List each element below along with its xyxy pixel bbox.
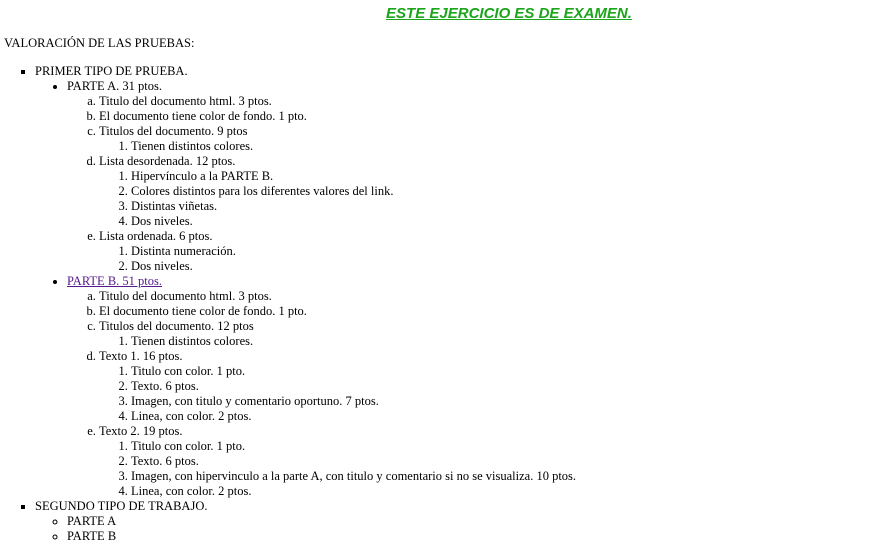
- list-item: 2. Colores distintos para los diferentes valores del link.: [131, 184, 576, 199]
- first-test-type-label: PRIMER TIPO DE PRUEBA.: [35, 64, 188, 78]
- list-item: 1. Titulo con color. 1 pto.: [131, 439, 576, 454]
- list-item: a. Titulo del documento html. 3 ptos.: [99, 289, 576, 304]
- list-item: 1. Tienen distintos colores.: [131, 139, 576, 154]
- test-types-list: [35, 64, 576, 544]
- list-item-label: Titulos del documento. 9 ptos: [99, 124, 248, 138]
- list-item: 3. Imagen, con titulo y comentario oportuno. 7 ptos.: [131, 394, 576, 409]
- sub-criteria-list: [99, 439, 576, 499]
- list-item: [99, 229, 576, 274]
- list-item: [99, 124, 576, 154]
- second-test-parts-list: [35, 514, 576, 544]
- list-item: [99, 319, 576, 349]
- list-item-parte-a: [67, 79, 576, 274]
- list-item: 4. Dos niveles.: [131, 214, 576, 229]
- list-item: 1. Hipervínculo a la PARTE B.: [131, 169, 576, 184]
- list-item-second-test-type: [35, 499, 576, 544]
- list-item: b. El documento tiene color de fondo. 1 pto.: [99, 109, 576, 124]
- exam-banner: ESTE EJERCICIO ES DE EXAMEN.: [386, 5, 632, 22]
- list-item: ◦ PARTE B: [67, 529, 576, 544]
- first-test-parts-list: [35, 79, 576, 499]
- list-item-first-test-type: [35, 64, 576, 499]
- sub-criteria-list: [99, 169, 576, 229]
- sub-criteria-list: [99, 139, 576, 154]
- list-item-label: Lista desordenada. 12 ptos.: [99, 154, 236, 168]
- list-item: 2. Texto. 6 ptos.: [131, 379, 576, 394]
- list-item-label: Titulos del documento. 12 ptos: [99, 319, 254, 333]
- list-item: 4. Linea, con color. 2 ptos.: [131, 484, 576, 499]
- list-item: 1. Titulo con color. 1 pto.: [131, 364, 576, 379]
- list-item: ◦ PARTE A: [67, 514, 576, 529]
- list-item: [99, 154, 576, 229]
- list-item: a. Titulo del documento html. 3 ptos.: [99, 94, 576, 109]
- list-item-label: Lista ordenada. 6 ptos.: [99, 229, 213, 243]
- list-item: 3. Imagen, con hipervinculo a la parte A, con titulo y comentario si no se visualiza. 10 ptos.: [131, 469, 576, 484]
- sub-criteria-list: [99, 244, 576, 274]
- list-item: [99, 349, 576, 424]
- sub-criteria-list: [99, 364, 576, 424]
- list-item-label: Texto 1. 16 ptos.: [99, 349, 183, 363]
- sub-criteria-list: [99, 334, 576, 349]
- second-test-type-label: SEGUNDO TIPO DE TRABAJO.: [35, 499, 208, 513]
- parte-b-criteria-list: [67, 289, 576, 499]
- list-item-parte-b: [67, 274, 576, 499]
- list-item: 4. Linea, con color. 2 ptos.: [131, 409, 576, 424]
- list-item: 2. Texto. 6 ptos.: [131, 454, 576, 469]
- list-item: 1. Tienen distintos colores.: [131, 334, 576, 349]
- list-item: 3. Distintas viñetas.: [131, 199, 576, 214]
- parte-a-label: PARTE A. 31 ptos.: [67, 79, 162, 93]
- intro-heading: VALORACIÓN DE LAS PRUEBAS:: [4, 36, 195, 50]
- parte-b-link[interactable]: PARTE B. 51 ptos.: [67, 274, 162, 288]
- list-item: 2. Dos niveles.: [131, 259, 576, 274]
- list-item: 1. Distinta numeración.: [131, 244, 576, 259]
- list-item: b. El documento tiene color de fondo. 1 pto.: [99, 304, 576, 319]
- list-item: [99, 424, 576, 499]
- list-item-label: Texto 2. 19 ptos.: [99, 424, 183, 438]
- parte-a-criteria-list: [67, 94, 576, 274]
